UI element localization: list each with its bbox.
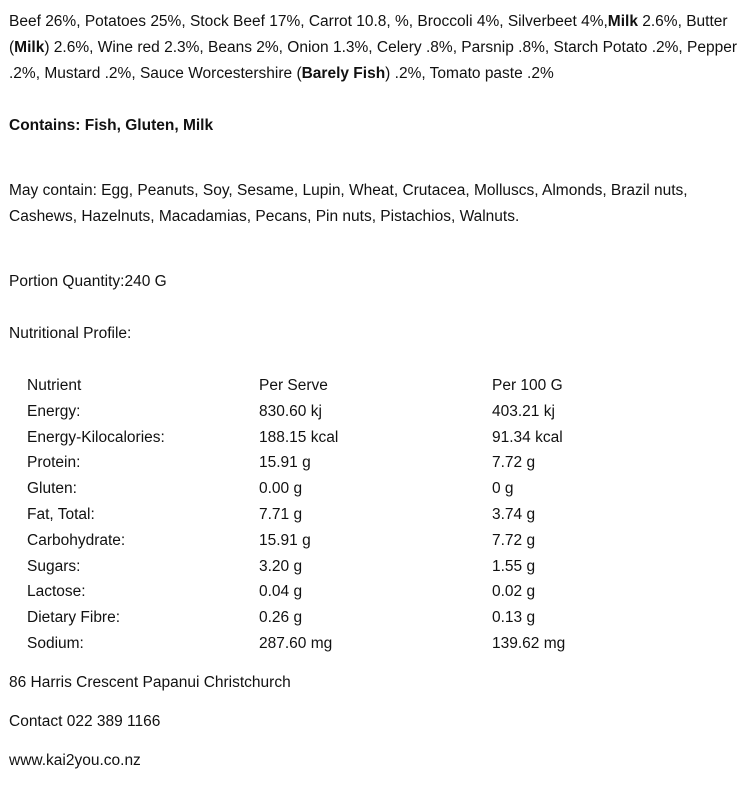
nutrition-row xyxy=(27,554,692,580)
contact-phone: Contact 022 389 1166 xyxy=(9,712,161,730)
allergen-milk-2: Milk xyxy=(14,39,45,56)
nutrient-name: Gluten: xyxy=(27,480,77,498)
per-serve-value: 287.60 mg xyxy=(259,634,333,652)
nutrition-row xyxy=(27,425,692,451)
per-100g-value: 3.74 g xyxy=(492,505,536,523)
nutrient-name: Dietary Fibre: xyxy=(27,609,121,627)
nutrition-row xyxy=(27,450,692,476)
website-link[interactable]: www.kai2you.co.nz xyxy=(9,751,141,769)
nutrient-name: Sugars: xyxy=(27,557,81,575)
per-serve-value: 0.04 g xyxy=(259,583,303,601)
per-serve-value: 3.20 g xyxy=(259,557,303,575)
nutrition-row xyxy=(27,528,692,554)
per-serve-value: 188.15 kcal xyxy=(259,428,339,446)
ingredients-text-3: ) 2.6%, Wine red 2.3%, Beans 2%, Onion 1.3%, Celery .8%, Parsnip .8%, Starch Potato .2%, Pepper .2%, Mustard .2%, Sauce Worcestershire ( xyxy=(9,39,738,82)
address: 86 Harris Crescent Papanui Christchurch xyxy=(9,673,291,691)
may-contain-allergens: May contain: Egg, Peanuts, Soy, Sesame, Lupin, Wheat, Crutacea, Molluscs, Almonds, Brazil nuts, Cashews, Hazelnuts, Macadamias, Pecans, Pin nuts, Pistachios, Walnuts. xyxy=(9,182,688,225)
per-serve-value: 15.91 g xyxy=(259,531,311,549)
portion-quantity: Portion Quantity:240 G xyxy=(9,273,167,290)
per-serve-value: 7.71 g xyxy=(259,505,303,523)
nutrition-row xyxy=(27,399,692,425)
nutrient-name: Lactose: xyxy=(27,583,86,601)
header-per-serve: Per Serve xyxy=(259,377,328,394)
nutrition-row xyxy=(27,605,692,631)
nutrient-name: Carbohydrate: xyxy=(27,531,126,549)
nutrition-row xyxy=(27,476,692,502)
allergen-milk-1: Milk xyxy=(607,13,638,30)
per-serve-value: 0.00 g xyxy=(259,480,303,498)
nutrition-row xyxy=(27,502,692,528)
nutrition-row xyxy=(27,579,692,605)
per-100g-value: 139.62 mg xyxy=(492,634,566,652)
header-nutrient: Nutrient xyxy=(27,377,82,394)
per-100g-value: 91.34 kcal xyxy=(492,428,563,446)
nutrient-name: Fat, Total: xyxy=(27,505,95,523)
nutrition-header-row xyxy=(27,373,692,399)
header-per-100g: Per 100 G xyxy=(492,377,563,394)
ingredients-text-4: ) .2%, Tomato paste .2% xyxy=(385,65,554,82)
allergen-fish: Barely Fish xyxy=(301,65,386,82)
ingredients-list xyxy=(9,9,737,87)
per-100g-value: 7.72 g xyxy=(492,454,536,472)
nutrient-name: Sodium: xyxy=(27,634,84,652)
nutritional-profile-title: Nutritional Profile: xyxy=(9,325,132,342)
per-100g-value: 0 g xyxy=(492,480,514,498)
per-100g-value: 7.72 g xyxy=(492,531,536,549)
contains-allergens: Contains: Fish, Gluten, Milk xyxy=(9,117,214,134)
nutrient-name: Energy: xyxy=(27,402,81,420)
per-serve-value: 15.91 g xyxy=(259,454,311,472)
nutrient-name: Energy-Kilocalories: xyxy=(27,428,165,446)
ingredients-text-2: 2.6%, Butter ( xyxy=(9,13,728,56)
per-100g-value: 0.02 g xyxy=(492,583,536,601)
per-serve-value: 0.26 g xyxy=(259,609,303,627)
per-100g-value: 1.55 g xyxy=(492,557,536,575)
per-100g-value: 0.13 g xyxy=(492,609,536,627)
nutrient-name: Protein: xyxy=(27,454,81,472)
nutrition-row xyxy=(27,631,692,657)
per-serve-value: 830.60 kj xyxy=(259,402,322,420)
ingredients-text-1: Beef 26%, Potatoes 25%, Stock Beef 17%, Carrot 10.8, %, Broccoli 4%, Silverbeet 4%, xyxy=(9,13,608,30)
product-info-page xyxy=(0,9,739,774)
per-100g-value: 403.21 kj xyxy=(492,402,555,420)
nutrition-table xyxy=(27,373,692,657)
